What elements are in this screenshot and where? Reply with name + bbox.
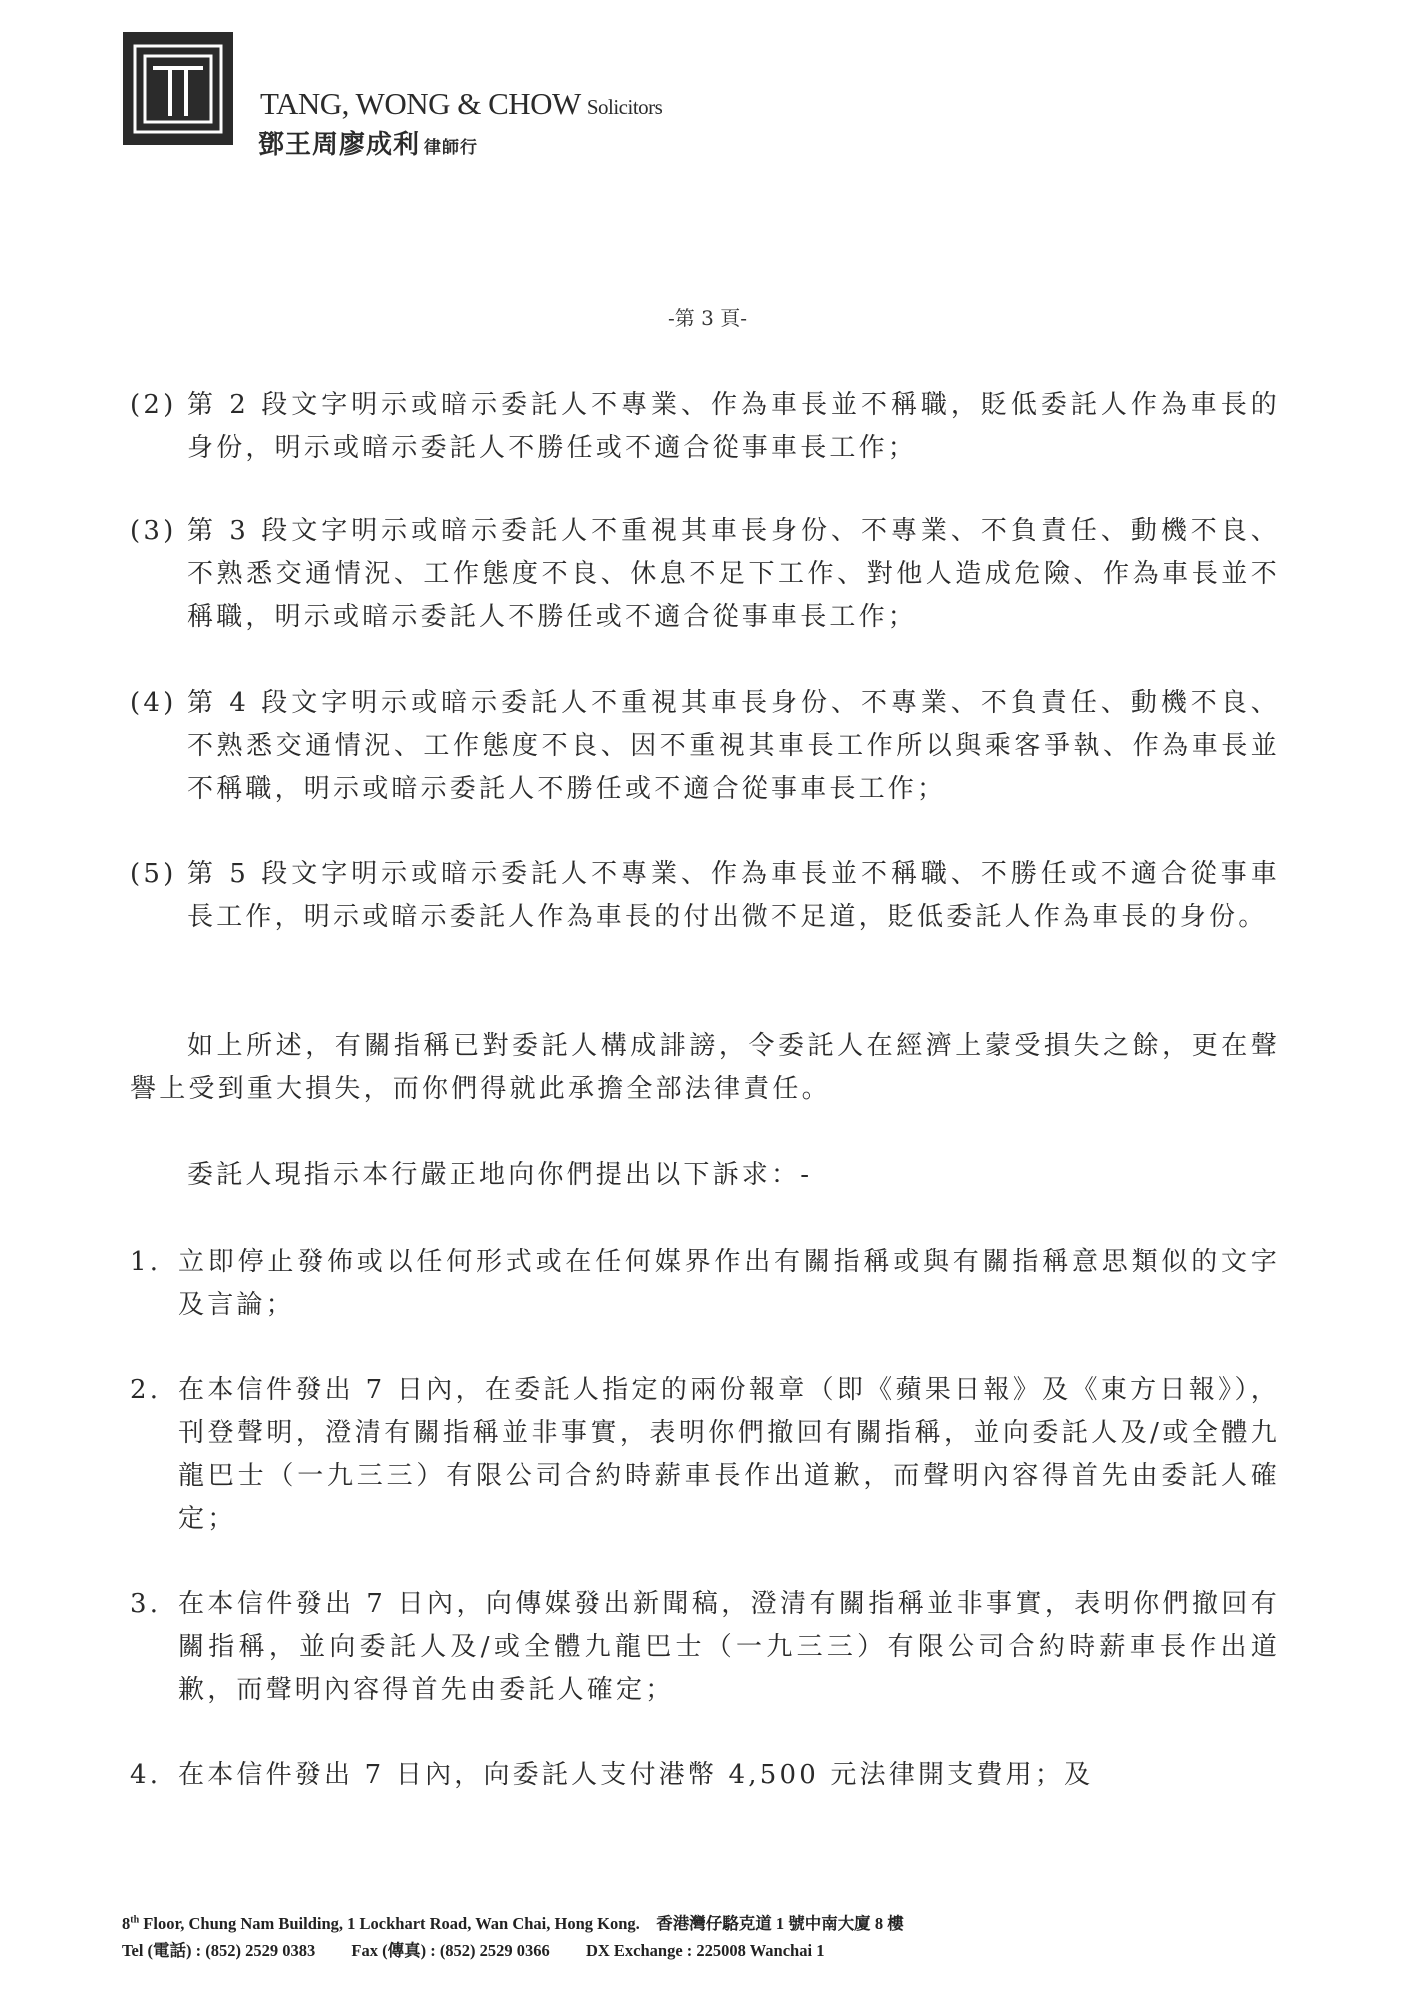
firm-name-en: TANG, WONG & CHOW Solicitors xyxy=(260,86,663,121)
request-number: 3. xyxy=(130,1589,162,1619)
request-text: 立即停止發佈或以任何形式或在任何媒界作出有關指稱或與有關指稱意思類似的文字及言論； xyxy=(178,1247,1280,1320)
request-text: 在本信件發出 7 日內，在委託人指定的兩份報章（即《蘋果日報》及《東方日報》），刊登聲明，澄清有關指稱並非事實，表明你們撤回有關指稱，並向委託人及/或全體九龍巴士（一九三三）有限公司合約時薪車長作出道歉，而聲明內容得首先由委託人確定； xyxy=(178,1375,1280,1534)
telephone: Tel (電話) : (852) 2529 0383 xyxy=(122,1941,316,1960)
request-1 xyxy=(130,1241,1280,1327)
request-4 xyxy=(130,1754,1280,1797)
address-zh: 香港灣仔駱克道 1 號中南大廈 8 樓 xyxy=(656,1914,904,1933)
summary-paragraph: 如上所述，有關指稱已對委託人構成誹謗，令委託人在經濟上蒙受損失之餘，更在聲譽上受到重大損失，而你們得就此承擔全部法律責任。 xyxy=(130,1031,1280,1104)
clause-2 xyxy=(130,384,1280,470)
request-number: 4. xyxy=(130,1760,162,1790)
firm-logo-mark xyxy=(123,32,233,145)
firm-suffix-en: Solicitors xyxy=(586,95,663,119)
clause-text: 第 2 段文字明示或暗示委託人不專業、作為車長並不稱職，貶低委託人作為車長的身份，明示或暗示委託人不勝任或不適合從事車長工作； xyxy=(187,390,1280,463)
clause-number: (3) xyxy=(130,516,177,546)
firm-name-zh: 鄧王周廖成利 律師行 xyxy=(258,130,479,160)
firm-logo xyxy=(123,32,233,145)
clause-number: (2) xyxy=(130,390,177,420)
clause-3 xyxy=(130,510,1280,639)
clause-text: 第 5 段文字明示或暗示委託人不專業、作為車長並不稱職、不勝任或不適合從事車長工作，明示或暗示委託人作為車長的付出微不足道，貶低委託人作為車長的身份。 xyxy=(187,859,1280,932)
request-3 xyxy=(130,1583,1280,1712)
clause-text: 第 3 段文字明示或暗示委託人不重視其車長身份、不專業、不負責任、動機不良、不熟悉交通情況、工作態度不良、休息不足下工作、對他人造成危險、作為車長並不稱職，明示或暗示委託人不勝任或不適合從事車長工作； xyxy=(187,516,1280,632)
clause-number: (5) xyxy=(130,859,177,889)
page-number: -第 3 頁- xyxy=(668,306,747,330)
footer-address: 8th Floor, Chung Nam Building, 1 Lockhart Road, Wan Chai, Hong Kong. 香港灣仔駱克道 1 號中南大廈 8 樓 xyxy=(122,1914,904,1933)
intro-paragraph: 委託人現指示本行嚴正地向你們提出以下訴求：- xyxy=(187,1160,813,1190)
dx-exchange: DX Exchange : 225008 Wanchai 1 xyxy=(585,1941,825,1960)
clause-5 xyxy=(130,853,1280,939)
clause-text: 第 4 段文字明示或暗示委託人不重視其車長身份、不專業、不負責任、動機不良、不熟悉交通情況、工作態度不良、因不重視其車長工作所以與乘客爭執、作為車長並不稱職，明示或暗示委託人不勝任或不適合從事車長工作； xyxy=(187,688,1280,804)
fax: Fax (傳真) : (852) 2529 0366 xyxy=(351,1941,550,1960)
clause-number: (4) xyxy=(130,688,177,718)
request-2 xyxy=(130,1369,1280,1541)
clause-4 xyxy=(130,682,1280,811)
firm-suffix-zh: 律師行 xyxy=(424,138,479,158)
address-en: Floor, Chung Nam Building, 1 Lockhart Road, Wan Chai, Hong Kong. xyxy=(143,1914,640,1933)
request-number: 1. xyxy=(130,1247,162,1277)
footer-contacts xyxy=(122,1937,824,1961)
request-text: 在本信件發出 7 日內，向傳媒發出新聞稿，澄清有關指稱並非事實，表明你們撤回有關指稱，並向委託人及/或全體九龍巴士（一九三三）有限公司合約時薪車長作出道歉，而聲明內容得首先由委託人確定； xyxy=(178,1589,1280,1705)
request-text: 在本信件發出 7 日內，向委託人支付港幣 4,500 元法律開支費用；及 xyxy=(178,1760,1094,1790)
request-number: 2. xyxy=(130,1375,162,1405)
